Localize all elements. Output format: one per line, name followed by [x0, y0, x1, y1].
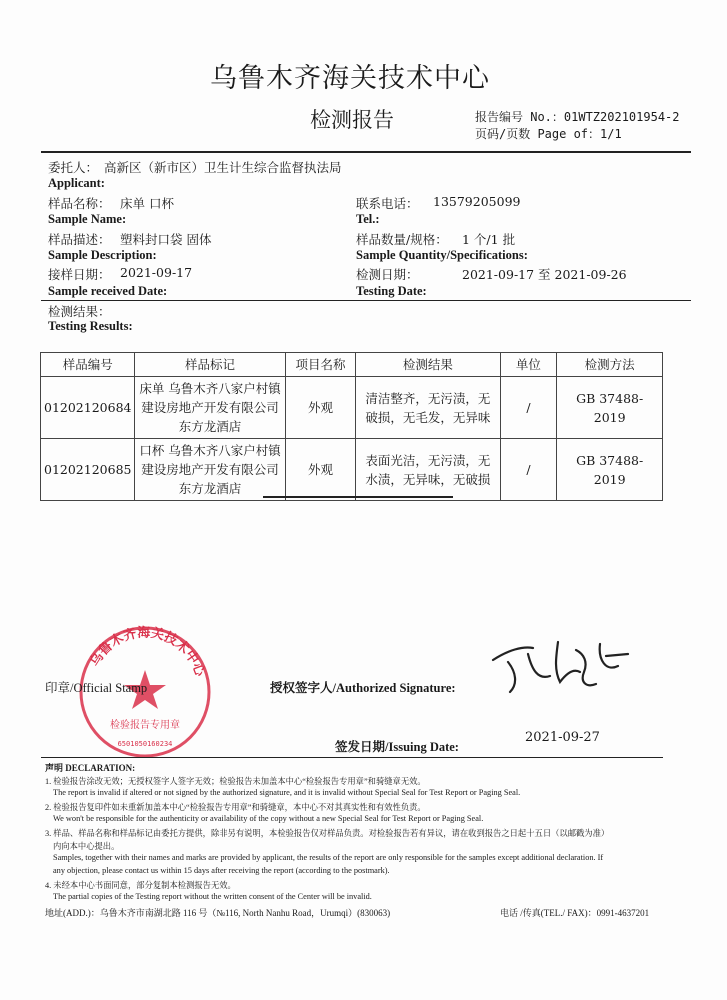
applicant-label: 委托人： [48, 160, 99, 175]
results-label: 检测结果： [48, 304, 111, 319]
svg-text:乌鲁木齐海关技术中心 [87, 625, 209, 680]
divider [41, 757, 663, 758]
tel-value: 13579205099 [433, 194, 521, 209]
item-name: 外观 [285, 439, 356, 501]
report-number: 报告编号 No.：01WTZ202101954-2 [475, 110, 680, 124]
issue-date: 2021-09-27 [525, 730, 600, 745]
qty-label-en: Sample Quantity/Specifications: [356, 248, 528, 262]
qty-value: 1 个/1 批 [462, 232, 516, 247]
test-method: GB 37488-2019 [557, 377, 663, 439]
sample-desc-label-en: Sample Description: [48, 248, 157, 262]
doc-title: 检测报告 [310, 108, 394, 132]
applicant-label-en: Applicant: [48, 176, 105, 190]
testing-date-value: 2021-09-17 至 2021-09-26 [462, 267, 627, 282]
col-header: 项目名称 [285, 353, 356, 377]
testing-date-label: 检测日期： [356, 267, 419, 282]
qty-label: 样品数量/规格： [356, 232, 448, 247]
applicant-value: 高新区（新市区）卫生计生综合监督执法局 [104, 160, 342, 175]
col-header: 检测结果 [356, 353, 500, 377]
sample-desc-label: 样品描述： [48, 232, 111, 247]
declaration-line: 内向本中心提出。 [53, 842, 120, 851]
test-result: 清洁整齐，无污渍，无破损，无毛发，无异味 [356, 377, 500, 439]
received-date-value: 2021-09-17 [120, 265, 193, 280]
declaration-line: 2. 检验报告复印件如未重新加盖本中心“检验报告专用章”和骑缝章，本中心不对其真实性和有效性负责。 [45, 803, 426, 812]
stamp-label: 印章/Official Stamp [45, 681, 148, 695]
stamp-code: 6501050160234 [117, 740, 173, 748]
unit: / [500, 439, 557, 501]
test-method: GB 37488-2019 [557, 439, 663, 501]
test-result: 表面光洁，无污渍，无水渍，无异味，无破损 [356, 439, 500, 501]
declaration-line: 3. 样品、样品名称和样品标记由委托方提供，除非另有说明，本检验报告仅对样品负责。对检验报告若有异议，请在收到报告之日起十五日（以邮戳为准） [45, 829, 610, 838]
sample-id: 01202120684 [41, 377, 135, 439]
col-header: 样品标记 [135, 353, 285, 377]
sample-id: 01202120685 [41, 439, 135, 501]
item-name: 外观 [285, 377, 356, 439]
col-header: 检测方法 [557, 353, 663, 377]
footer-tel: 电话 /传真(TEL./ FAX)：0991-4637201 [500, 908, 650, 918]
declaration-line: any objection, please contact us within 15 days after receiving the report (according to the postmark). [53, 866, 390, 875]
divider [41, 151, 691, 153]
received-date-label: 接样日期： [48, 267, 111, 282]
declaration-line: The report is invalid if altered or not signed by the authorized signature, and it is invalid without Special Seal for Test Report or Paging Seal. [53, 788, 521, 797]
page-number: 页码/页数 Page of：1/1 [475, 127, 622, 141]
declaration-line: 1. 检验报告涂改无效；无授权签字人签字无效；检验报告未加盖本中心“检验报告专用章”和骑缝章无效。 [45, 777, 426, 786]
declaration-line: 4. 未经本中心书面同意，部分复制本检测报告无效。 [45, 881, 236, 890]
signature [488, 632, 633, 697]
authorized-signature-label: 授权签字人/Authorized Signature: [270, 681, 456, 695]
sample-name-label: 样品名称： [48, 196, 111, 211]
sample-mark: 口杯 乌鲁木齐八家户村镇建设房地产开发有限公司东方龙酒店 [135, 439, 285, 501]
end-rule [263, 496, 453, 498]
declaration-title: 声明 DECLARATION: [45, 763, 136, 773]
sample-mark: 床单 乌鲁木齐八家户村镇建设房地产开发有限公司东方龙酒店 [135, 377, 285, 439]
table-row [41, 377, 663, 439]
testing-date-label-en: Testing Date: [356, 284, 427, 298]
issue-date-label: 签发日期/Issuing Date: [335, 740, 459, 754]
declaration-line: The partial copies of the Testing report without the written consent of the Center will be invalid. [53, 892, 372, 901]
declaration-line: We won't be responsible for the authenticity or availability of the copy without a new Special Seal for Test Report or Paging Seal. [53, 814, 484, 823]
unit: / [500, 377, 557, 439]
tel-label: 联系电话： [356, 196, 419, 211]
org-title: 乌鲁木齐海关技术中心 [210, 63, 490, 94]
sample-name-label-en: Sample Name: [48, 212, 127, 226]
footer-address: 地址(ADD.)：乌鲁木齐市南湖北路 116 号（№116, North Nanhu Road，Urumqi）(830063) [45, 908, 391, 918]
divider [41, 300, 691, 301]
table-row [41, 439, 663, 501]
sample-name-value: 床单 口杯 [120, 196, 174, 211]
declaration-line: Samples, together with their names and marks are provided by applicant, the results of the report are only responsible for the samples except additional declaration. If [53, 853, 604, 862]
stamp-text: 乌鲁木齐海关技术中心 [87, 625, 208, 679]
col-header: 单位 [500, 353, 557, 377]
col-header: 样品编号 [41, 353, 135, 377]
table-header-row [41, 353, 663, 377]
sample-desc-value: 塑料封口袋 固体 [120, 232, 212, 247]
stamp-seal-text: 检验报告专用章 [110, 720, 180, 731]
received-date-label-en: Sample received Date: [48, 284, 168, 298]
tel-label-en: Tel.: [356, 212, 380, 226]
results-label-en: Testing Results: [48, 319, 133, 333]
results-table [40, 352, 663, 501]
